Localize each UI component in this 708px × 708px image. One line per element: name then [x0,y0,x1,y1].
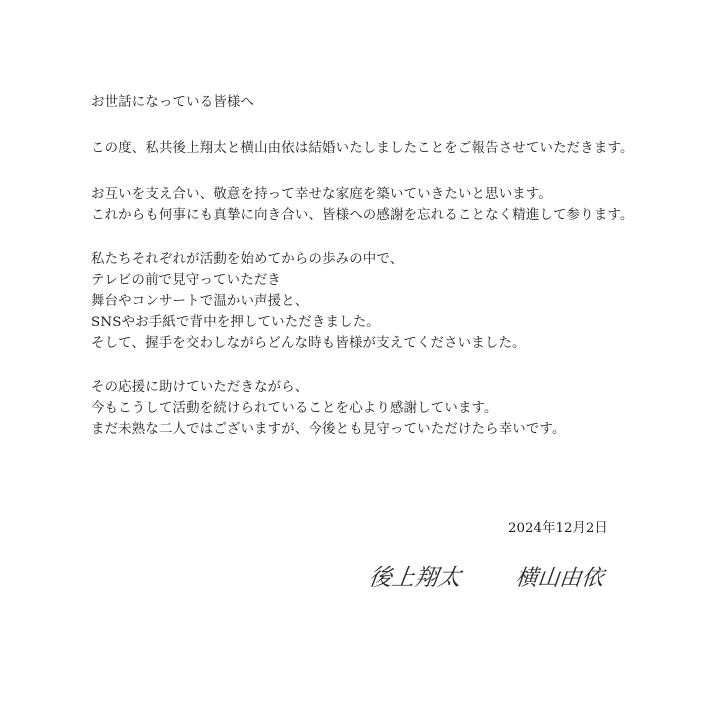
signature-name-2: 横山由依 [514,566,605,591]
handwritten-signature [366,555,636,599]
letter-body [91,92,671,440]
paragraph-2-line-2: これからも何事にも真摯に向き合い、皆様への感謝を忘れることなく精進して参ります。 [91,208,634,223]
paragraph-1-line-1: この度、私共後上翔太と横山由依は結婚いたしましたことをご報告させていただきます。 [91,141,634,156]
paragraph-3-line-5: そして、握手を交わしながらどんな時も皆様が支えてくださいました。 [91,336,526,351]
paragraph-4-line-2: 今もこうして活動を続けられていることを心より感謝しています。 [91,401,498,416]
paragraph-3-line-4: SNSやお手紙で背中を押していただきました。 [91,315,380,330]
paragraph-3-line-3: 舞台やコンサートで温かい声援と、 [91,294,309,309]
paragraph-3-line-2: テレビの前で見守っていただき [91,273,281,288]
paragraph-3-line-1: 私たちそれぞれが活動を始めてからの歩みの中で、 [91,252,404,267]
paragraph-2-line-1: お互いを支え合い、敬意を持って幸せな家庭を築いていきたいと思います。 [91,187,553,202]
paragraph-4-line-3: まだ未熟な二人ではございますが、今後とも見守っていただけたら幸いです。 [91,422,566,437]
greeting-line: お世話になっている皆様へ [91,95,255,110]
signature-name-1: 後上翔太 [366,565,463,591]
letter-date: 2024年12月2日 [508,521,608,536]
paragraph-4-line-1: その応援に助けていただきながら、 [91,380,309,395]
